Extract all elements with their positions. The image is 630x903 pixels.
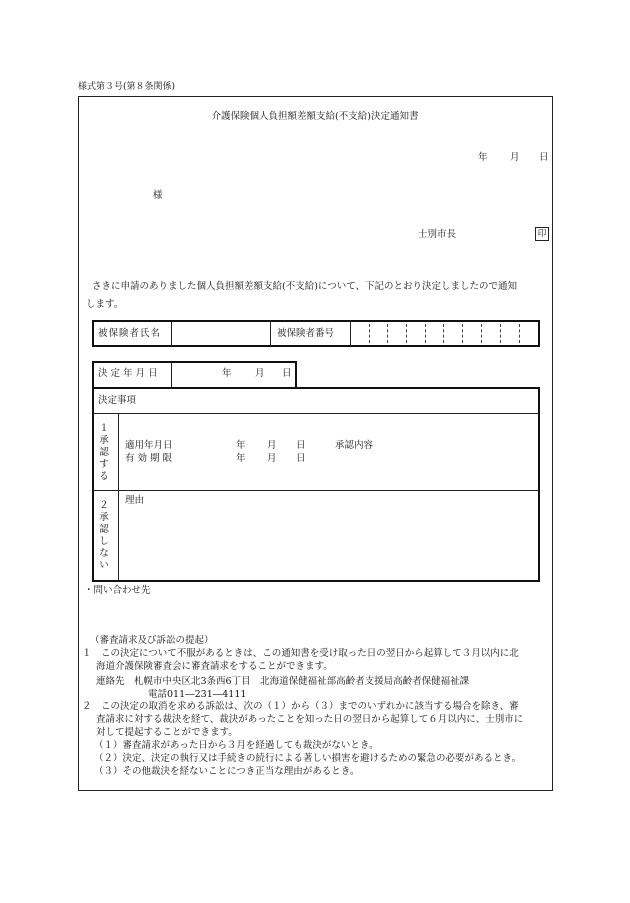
applied-day-label: 日 bbox=[296, 440, 306, 451]
decision-table bbox=[92, 387, 540, 582]
decision-date-label: 決 定 年 月 日 bbox=[98, 368, 158, 379]
decision-day-label: 日 bbox=[282, 368, 292, 379]
form-number-label: 様式第３号(第８条関係) bbox=[78, 82, 176, 92]
notice-item-2: （２）決定、決定の執行又は手続きの続行による著しい損害を避けるための緊急の必要があるとき。 bbox=[94, 753, 522, 764]
insured-name-label: 被保険者氏名 bbox=[98, 328, 162, 339]
validity-day-label: 日 bbox=[296, 453, 306, 464]
approval-content-label: 承認内容 bbox=[335, 440, 374, 451]
insured-number-field[interactable] bbox=[351, 321, 538, 346]
applied-year-label: 年 bbox=[236, 440, 246, 451]
applied-month-label: 月 bbox=[267, 440, 277, 451]
validity-period-label: 有 効 期 限 bbox=[125, 453, 173, 464]
notice-p2-line-2: 査請求に対する裁決を経て、裁決があったことを知った日の翌日から起算して６月以内に、士別市に bbox=[96, 714, 524, 725]
notice-p1-line-1: １ この決定について不服があるときは、この通知書を受け取った日の翌日から起算して３月以内に北 bbox=[82, 648, 519, 659]
notice-p2-line-1: ２ この決定の取消を求める訴訟は、次の（１）から（３）までのいずれかに該当する場合を除き、審 bbox=[82, 701, 519, 712]
issue-month-label: 月 bbox=[510, 152, 520, 163]
reason-label: 理由 bbox=[125, 495, 145, 506]
decision-year-label: 年 bbox=[222, 368, 232, 379]
insured-number-label: 被保険者番号 bbox=[277, 328, 335, 339]
applied-date-label: 適用年月日 bbox=[125, 440, 173, 451]
decision-items-label: 決定事項 bbox=[98, 395, 137, 406]
validity-month-label: 月 bbox=[267, 453, 277, 464]
validity-year-label: 年 bbox=[236, 453, 246, 464]
contact-label: ・問い合わせ先 bbox=[84, 585, 151, 596]
notice-contact-line: 連絡先 札幌市中央区北3条西6丁目 北海道保健福祉部高齢者支援局高齢者保健福祉課 bbox=[96, 676, 470, 687]
approve-label: １承認する bbox=[99, 423, 109, 482]
notice-phone-line: 電話011―231―4111 bbox=[148, 689, 247, 700]
issue-year-label: 年 bbox=[478, 152, 488, 163]
not-approve-label: ２承認しない bbox=[99, 500, 109, 571]
seal-mark: 印 bbox=[535, 227, 549, 241]
issuer-name: 士別市長 bbox=[418, 229, 457, 240]
notice-heading: （審査請求及び訴訟の提起） bbox=[90, 635, 214, 646]
decision-month-label: 月 bbox=[255, 368, 265, 379]
page-title: 介護保険個人負担額差額支給(不支給)決定通知書 bbox=[211, 111, 419, 122]
notice-item-3: （３）その他裁決を経ないことにつき正当な理由があるとき。 bbox=[94, 766, 360, 777]
notice-p1-line-2: 海道介護保険審査会に審査請求をすることができます。 bbox=[96, 661, 333, 672]
intro-text-line-1: さきに申請のありました個人負担額差額支給(不支給)について、下記のとおり決定しましたので通知 bbox=[92, 281, 518, 292]
notice-p2-line-3: 対して提起することができます。 bbox=[96, 727, 238, 738]
notice-item-1: （１）審査請求があった日から３月を経過しても裁決がないとき。 bbox=[94, 740, 379, 751]
issue-day-label: 日 bbox=[539, 152, 549, 163]
intro-text-line-2: します。 bbox=[86, 299, 124, 310]
addressee-suffix: 様 bbox=[153, 190, 163, 201]
